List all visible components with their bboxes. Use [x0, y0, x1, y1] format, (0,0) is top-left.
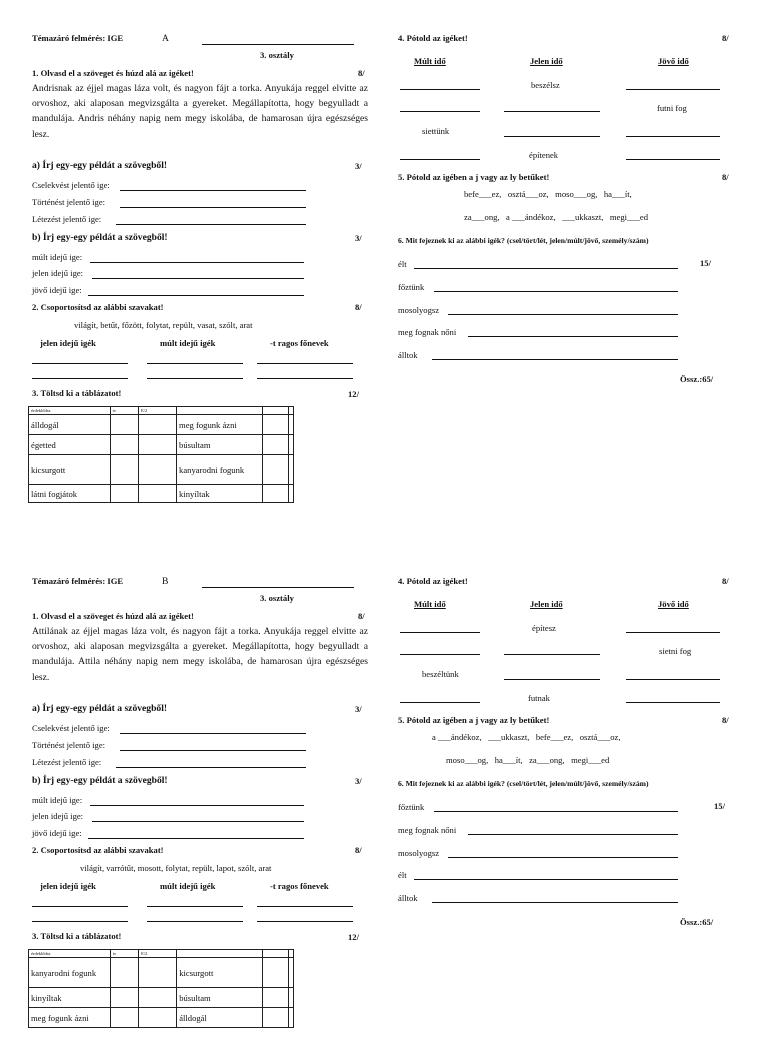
- version-letter: B: [162, 576, 169, 587]
- task3-points: 12/: [348, 389, 359, 399]
- name-field[interactable]: [202, 44, 354, 45]
- table-input-cell[interactable]: [138, 455, 176, 485]
- table-cell: kicsurgott: [29, 455, 111, 485]
- task3-table: [28, 406, 294, 503]
- table-row: [29, 485, 294, 503]
- task1b-points: 3/: [355, 776, 362, 786]
- task4-title: 4. Pótold az igéket!: [398, 576, 468, 586]
- table-input-cell[interactable]: [262, 958, 288, 988]
- task4-points: 8/: [722, 576, 729, 586]
- grade-label: 3. osztály: [260, 593, 294, 603]
- task1b-title: b) Írj egy-egy példát a szövegből!: [32, 232, 168, 243]
- answer-label: Cselekvést jelentő ige:: [32, 180, 110, 190]
- answer-line[interactable]: [504, 654, 600, 655]
- answer-line[interactable]: [626, 89, 720, 90]
- table-input-cell[interactable]: [110, 435, 138, 455]
- answer-line[interactable]: [432, 902, 678, 903]
- table-input-cell[interactable]: [289, 435, 294, 455]
- answer-line[interactable]: [88, 838, 304, 839]
- table-header-row: [29, 950, 294, 958]
- task1b-points: 3/: [355, 233, 362, 243]
- answer-line[interactable]: [434, 811, 678, 812]
- table-row: [29, 415, 294, 435]
- total-score: Össz.:65/: [680, 374, 714, 384]
- given-verb: beszéltünk: [422, 669, 459, 679]
- task6-item: mosolyogsz: [398, 305, 440, 315]
- answer-line[interactable]: [32, 378, 128, 379]
- task3-points: 12/: [348, 932, 359, 942]
- answer-line[interactable]: [147, 363, 243, 364]
- header-cell: E/2: [139, 950, 177, 958]
- header-cell: [289, 407, 294, 415]
- answer-line[interactable]: [504, 136, 600, 137]
- table-input-cell[interactable]: [289, 415, 294, 435]
- column-header: jelen idejű igék: [40, 881, 96, 891]
- task6-item: meg fognak nőni: [398, 825, 457, 835]
- table-input-cell[interactable]: [262, 455, 288, 485]
- table-input-cell[interactable]: [110, 485, 138, 503]
- header-cell: tv: [110, 950, 138, 958]
- table-cell: álldogál: [177, 1008, 262, 1028]
- table-cell: égetted: [29, 435, 111, 455]
- table-input-cell[interactable]: [262, 415, 288, 435]
- task6-item: élt: [398, 259, 407, 269]
- table-header-row: [29, 407, 294, 415]
- answer-line[interactable]: [147, 921, 243, 922]
- answer-line[interactable]: [32, 906, 128, 907]
- left-column: [32, 0, 368, 500]
- answer-line[interactable]: [468, 834, 678, 835]
- table-input-cell[interactable]: [139, 988, 177, 1008]
- answer-line[interactable]: [414, 879, 678, 880]
- answer-label: jövő idejű ige:: [32, 285, 82, 295]
- answer-label: jelen idejű ige:: [32, 811, 84, 821]
- answer-line[interactable]: [400, 111, 480, 112]
- column-header: Jelen idő: [530, 599, 563, 609]
- task2-word-list: világít, varrótűt, mosott, folytat, repült, lapot, szólt, arat: [80, 863, 272, 873]
- task6-points: 15/: [714, 801, 725, 811]
- header-cell: [262, 950, 288, 958]
- table-cell: búsultam: [177, 435, 263, 455]
- task3-title: 3. Töltsd ki a táblázatot!: [32, 931, 122, 941]
- task5-line: moso___og, ha___ít, za___ong, megi___ed: [446, 755, 610, 765]
- given-verb: építenek: [529, 150, 559, 160]
- table-cell: kinyíltak: [29, 988, 111, 1008]
- table-cell: kanyarodni fogunk: [29, 958, 111, 988]
- given-verb: futni fog: [657, 103, 687, 113]
- task6-item: meg fognak nőni: [398, 327, 457, 337]
- task1-points: 8/: [358, 611, 365, 621]
- task1-text: Attilának az éjjel magas láza volt, és nagyon fájt a torka. Anyukája reggel elvitte az orvoshoz, aki alaposan megvizsgálta a gyereket. Megállapította, hogy begyulladt a mandulája. Attila néhány napig nem megy iskolába, de hamarosan újra egészséges lesz.: [32, 626, 368, 683]
- table-cell: látni fogjátok: [29, 485, 111, 503]
- worksheet-version-b: [0, 543, 768, 1055]
- left-column: [32, 543, 368, 1043]
- answer-line[interactable]: [147, 378, 243, 379]
- table-input-cell[interactable]: [110, 415, 138, 435]
- table-cell: kinyíltak: [177, 485, 263, 503]
- task3-title: 3. Töltsd ki a táblázatot!: [32, 388, 122, 398]
- task6-item: főztünk: [398, 802, 425, 812]
- answer-line[interactable]: [257, 921, 353, 922]
- answer-line[interactable]: [32, 363, 128, 364]
- given-verb: beszélsz: [531, 80, 560, 90]
- answer-line[interactable]: [626, 632, 720, 633]
- answer-line[interactable]: [116, 224, 306, 225]
- given-verb: siettünk: [422, 126, 450, 136]
- task2-title: 2. Csoportosítsd az alábbi szavakat!: [32, 302, 164, 312]
- task5-line: za___ong, a ___ándékoz, ___ukkaszt, megi___ed: [464, 212, 649, 222]
- answer-line[interactable]: [400, 702, 480, 703]
- task6-item: mosolyogsz: [398, 848, 440, 858]
- answer-line[interactable]: [626, 159, 720, 160]
- task1a-title: a) Írj egy-egy példát a szövegből!: [32, 703, 168, 714]
- table-input-cell[interactable]: [262, 435, 288, 455]
- answer-line[interactable]: [504, 111, 600, 112]
- answer-line[interactable]: [257, 363, 353, 364]
- answer-line[interactable]: [400, 89, 480, 90]
- task5-line: a ___ándékoz, ___ukkaszt, befe___ez, osztá___oz,: [432, 732, 621, 742]
- answer-line[interactable]: [434, 291, 678, 292]
- table-input-cell[interactable]: [289, 1008, 294, 1028]
- task1-points: 8/: [358, 68, 365, 78]
- header-cell: érdeklődsz: [29, 950, 111, 958]
- given-verb: sietni fog: [659, 646, 692, 656]
- column-header: múlt idejű igék: [160, 881, 216, 891]
- answer-line[interactable]: [32, 921, 128, 922]
- table-row: [29, 435, 294, 455]
- answer-line[interactable]: [90, 805, 304, 806]
- worksheet-version-a: [0, 0, 768, 512]
- table-input-cell[interactable]: [110, 988, 138, 1008]
- header-cell: [177, 407, 263, 415]
- answer-label: Cselekvést jelentő ige:: [32, 723, 110, 733]
- task5-line: befe___ez, osztá___oz, moso___og, ha___ít,: [464, 189, 632, 199]
- worksheet-title: Témazáró felmérés: IGE: [32, 576, 124, 586]
- column-header: -t ragos főnevek: [270, 338, 329, 348]
- given-verb: építesz: [532, 623, 556, 633]
- table-row: [29, 958, 294, 988]
- grade-label: 3. osztály: [260, 50, 294, 60]
- column-header: Jelen idő: [530, 56, 563, 66]
- column-header: múlt idejű igék: [160, 338, 216, 348]
- table-cell: meg fogunk ázni: [177, 415, 263, 435]
- task6-item: főztünk: [398, 282, 425, 292]
- answer-line[interactable]: [468, 336, 678, 337]
- table-input-cell[interactable]: [139, 958, 177, 988]
- task5-title: 5. Pótold az igében a j vagy az ly betűket!: [398, 172, 550, 182]
- answer-line[interactable]: [147, 906, 243, 907]
- task1a-title: a) Írj egy-egy példát a szövegből!: [32, 160, 168, 171]
- header-cell: [177, 950, 262, 958]
- column-header: Múlt idő: [414, 56, 446, 66]
- table-input-cell[interactable]: [110, 1008, 138, 1028]
- header-cell: érdeklődsz: [29, 407, 111, 415]
- answer-label: Létezést jelentő ige:: [32, 757, 102, 767]
- table-input-cell[interactable]: [262, 1008, 288, 1028]
- answer-line[interactable]: [448, 314, 678, 315]
- answer-line[interactable]: [92, 821, 304, 822]
- answer-line[interactable]: [116, 767, 306, 768]
- table-input-cell[interactable]: [110, 958, 138, 988]
- task5-points: 8/: [722, 172, 729, 182]
- table-input-cell[interactable]: [289, 485, 294, 503]
- version-letter: A: [162, 33, 169, 44]
- answer-line[interactable]: [257, 906, 353, 907]
- answer-line[interactable]: [120, 733, 306, 734]
- header-cell: [289, 950, 294, 958]
- answer-line[interactable]: [257, 378, 353, 379]
- table-input-cell[interactable]: [289, 455, 294, 485]
- task6-item: élt: [398, 870, 407, 880]
- task4-points: 8/: [722, 33, 729, 43]
- task1-text: Andrisnak az éjjel magas láza volt, és nagyon fájt a torka. Anyukája reggel elvitte az orvoshoz, aki alaposan megvizsgálta a gyereket. Megállapította, hogy begyulladt a mandulája. Andris néhány napig nem megy iskolába, de hamarosan újra egészséges lesz.: [32, 83, 368, 140]
- answer-line[interactable]: [626, 136, 720, 137]
- column-header: Jövő idő: [658, 599, 689, 609]
- task5-points: 8/: [722, 715, 729, 725]
- header-cell: [262, 407, 288, 415]
- answer-line[interactable]: [626, 702, 720, 703]
- answer-line[interactable]: [120, 190, 306, 191]
- task6-points: 15/: [700, 258, 711, 268]
- answer-line[interactable]: [414, 268, 678, 269]
- table-input-cell[interactable]: [262, 988, 288, 1008]
- right-column: [398, 543, 734, 1043]
- name-field[interactable]: [202, 587, 354, 588]
- answer-line[interactable]: [400, 632, 480, 633]
- answer-line[interactable]: [88, 295, 304, 296]
- column-header: -t ragos főnevek: [270, 881, 329, 891]
- table-cell: kicsurgott: [177, 958, 262, 988]
- answer-label: múlt idejű ige:: [32, 795, 83, 805]
- table-cell: meg fogunk ázni: [29, 1008, 111, 1028]
- answer-line[interactable]: [448, 857, 678, 858]
- table-input-cell[interactable]: [138, 415, 176, 435]
- table-row: [29, 1008, 294, 1028]
- answer-line[interactable]: [90, 262, 304, 263]
- task5-title: 5. Pótold az igében a j vagy az ly betűket!: [398, 715, 550, 725]
- total-score: Össz.:65/: [680, 917, 714, 927]
- answer-label: Történést jelentő ige:: [32, 197, 106, 207]
- answer-line[interactable]: [120, 750, 306, 751]
- task6-title: 6. Mit fejeznek ki az alábbi igék? (csel/tört/lét, jelen/múlt/jövő, személy/szám): [398, 236, 649, 245]
- table-cell: kanyarodni fogunk: [177, 455, 263, 485]
- header-cell: tv: [110, 407, 138, 415]
- table-input-cell[interactable]: [110, 455, 138, 485]
- answer-label: jelen idejű ige:: [32, 268, 84, 278]
- task1a-points: 3/: [355, 161, 362, 171]
- task2-points: 8/: [355, 302, 362, 312]
- table-input-cell[interactable]: [138, 485, 176, 503]
- table-input-cell[interactable]: [262, 485, 288, 503]
- task2-title: 2. Csoportosítsd az alábbi szavakat!: [32, 845, 164, 855]
- task1-title: 1. Olvasd el a szöveget és húzd alá az igéket!: [32, 611, 194, 621]
- table-cell: búsultam: [177, 988, 262, 1008]
- answer-label: Történést jelentő ige:: [32, 740, 106, 750]
- answer-line[interactable]: [120, 207, 306, 208]
- table-input-cell[interactable]: [139, 1008, 177, 1028]
- column-header: jelen idejű igék: [40, 338, 96, 348]
- task2-points: 8/: [355, 845, 362, 855]
- task6-title: 6. Mit fejeznek ki az alábbi igék? (csel/tört/lét, jelen/múlt/jövő, személy/szám): [398, 779, 649, 788]
- header-cell: E/2: [138, 407, 176, 415]
- table-input-cell[interactable]: [289, 988, 294, 1008]
- answer-line[interactable]: [626, 679, 720, 680]
- task3-table: [28, 949, 294, 1028]
- task1-title: 1. Olvasd el a szöveget és húzd alá az igéket!: [32, 68, 194, 78]
- given-verb: futnak: [528, 693, 550, 703]
- task6-item: álltok: [398, 893, 418, 903]
- worksheet-title: Témazáró felmérés: IGE: [32, 33, 124, 43]
- column-header: Múlt idő: [414, 599, 446, 609]
- task4-title: 4. Pótold az igéket!: [398, 33, 468, 43]
- column-header: Jövő idő: [658, 56, 689, 66]
- task1a-points: 3/: [355, 704, 362, 714]
- answer-line[interactable]: [92, 278, 304, 279]
- table-row: [29, 988, 294, 1008]
- table-cell: álldogál: [29, 415, 111, 435]
- answer-line[interactable]: [400, 654, 480, 655]
- answer-line[interactable]: [400, 159, 480, 160]
- task1b-title: b) Írj egy-egy példát a szövegből!: [32, 775, 168, 786]
- answer-label: jövő idejű ige:: [32, 828, 82, 838]
- answer-line[interactable]: [432, 359, 678, 360]
- table-input-cell[interactable]: [138, 435, 176, 455]
- answer-label: múlt idejű ige:: [32, 252, 83, 262]
- task6-item: álltok: [398, 350, 418, 360]
- table-input-cell[interactable]: [289, 958, 294, 988]
- answer-label: Létezést jelentő ige:: [32, 214, 102, 224]
- task2-word-list: világít, betűt, főzött, folytat, repült, vasat, szólt, arat: [74, 320, 253, 330]
- table-row: [29, 455, 294, 485]
- right-column: [398, 0, 734, 500]
- answer-line[interactable]: [504, 679, 600, 680]
